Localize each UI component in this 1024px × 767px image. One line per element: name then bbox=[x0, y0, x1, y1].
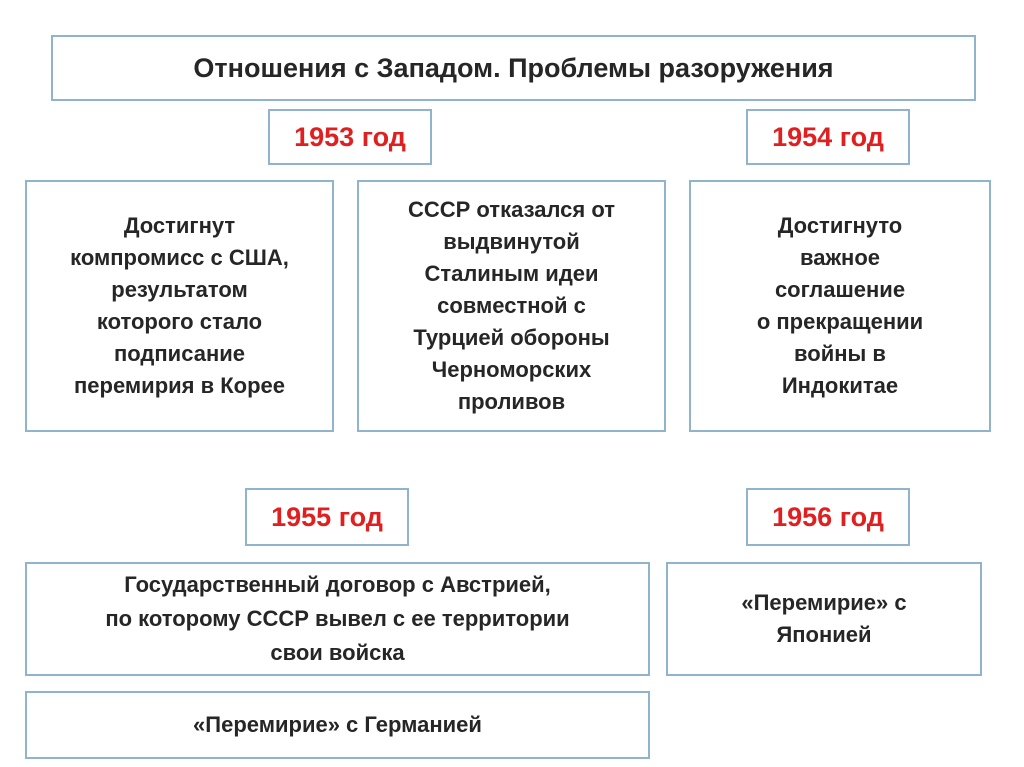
event-japan-text: «Перемирие» с Японией bbox=[741, 590, 907, 647]
event-korea-armistice bbox=[25, 180, 334, 432]
event-indochina-agreement bbox=[689, 180, 991, 432]
event-korea-text: Достигнут компромисс с США, результатом которого стало подписание перемирия в Корее bbox=[70, 213, 289, 398]
year-1954-badge bbox=[746, 109, 910, 165]
event-germany-text: «Перемирие» с Германией bbox=[193, 712, 482, 737]
year-1955-label: 1955 год bbox=[271, 501, 383, 532]
event-turkey-straits bbox=[357, 180, 666, 432]
year-1956-badge bbox=[746, 488, 910, 546]
year-1953-label: 1953 год bbox=[294, 121, 406, 152]
event-japan-armistice bbox=[666, 562, 982, 676]
event-turkey-text: СССР отказался от выдвинутой Сталиным идеи совместной с Турцией обороны Черноморских проливов bbox=[407, 197, 616, 414]
year-1955-badge bbox=[245, 488, 409, 546]
event-germany-armistice bbox=[25, 691, 650, 759]
event-austria-treaty bbox=[25, 562, 650, 676]
year-1953-badge bbox=[268, 109, 432, 165]
event-austria-text: Государственный договор с Австрией, по которому СССР вывел с ее территории свои войска bbox=[105, 572, 570, 665]
event-indochina-text: Достигнуто важное соглашение о прекращении войны в Индокитае bbox=[756, 213, 924, 398]
page-title-text: Отношения с Западом. Проблемы разоружения bbox=[193, 52, 834, 83]
page-title bbox=[51, 35, 976, 101]
year-1956-label: 1956 год bbox=[772, 501, 884, 532]
year-1954-label: 1954 год bbox=[772, 121, 884, 152]
